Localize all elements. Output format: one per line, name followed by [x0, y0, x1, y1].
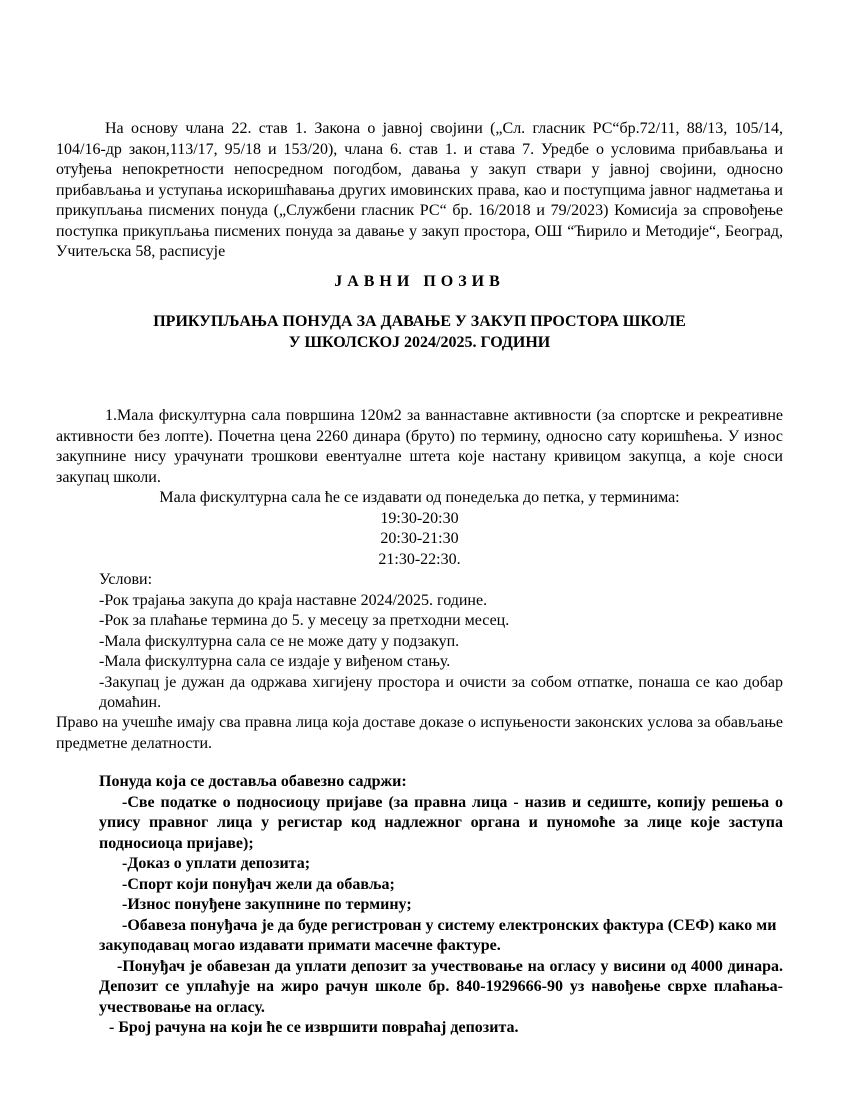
refund-paragraph: - Број рачуна на који ће се извршити повраћај депозита.: [109, 1019, 519, 1036]
deposit-paragraph: -Понуђач је обавезан да уплати депозит за учествовање на огласу у висини од 4000 динара. Депозит се уплаћује на жиро рачун школе бр. 840-1929666-90 уз навођење сврхе плаћања- учествовање на огласу.: [99, 957, 783, 1016]
offer-item: -Износ понуђене закупнине по термину;: [122, 896, 412, 913]
offer-heading: Понуда која се доставља обавезно садржи:: [99, 773, 407, 790]
term-item: 21:30-22:30.: [378, 550, 461, 568]
document-title: ЈАВНИ ПОЗИВ: [334, 273, 505, 290]
condition-item: -Рок за плаћање термина до 5. у месецу за претходни месец.: [99, 612, 510, 629]
subtitle-line-1: ПРИКУПЉАЊА ПОНУДА ЗА ДАВАЊЕ У ЗАКУП ПРОСТОРА ШКОЛЕ: [153, 313, 686, 330]
offer-item: -Обавеза понуђача је да буде регистрован у систему електронских фактура (СЕФ) како ми закуподавац могао издавати примати масечне фактуре.: [99, 916, 777, 954]
item-1-paragraph: 1.Мала фискултурна сала површина 120м2 за ваннаставне активности (за спортске и рекреативне активности без лопте). Почетна цена 2260 динара (бруто) по термину, односно сату коришћења. У износ закупнине нису урачунати трошкови евентуалне штета које настану кривицом закупца, а које сноси закупац школи.: [56, 407, 783, 486]
offer-item: -Спорт који понуђач жели да обавља;: [122, 875, 395, 893]
offer-item: -Доказ о уплати депозита;: [122, 855, 311, 872]
condition-item: -Закупац је дужан да одржава хигијену простора и очисти за собом отпатке, понаша се као добар домаћин.: [99, 673, 783, 711]
item-1-section: [56, 406, 783, 714]
title-section: [56, 272, 783, 293]
subtitle-line-2: У ШКОЛСКОЈ 2024/2025. ГОДИНИ: [288, 333, 551, 351]
term-item: 19:30-20:30: [380, 509, 459, 527]
condition-item: -Мала фискултурна сала се не може дату у подзакуп.: [99, 632, 460, 650]
offer-item: -Све податке о подносиоцу пријаве (за правна лица - назив и седиште, копију решења о упису правног лица у регистар код надлежног органа и пуномоће за лице које заступа подносиоца пријаве);: [99, 793, 783, 852]
conditions-list: [56, 570, 783, 714]
subtitle-section: [56, 312, 783, 353]
schedule-intro: Мала фискултурна сала ће се издавати од понедељка до петка, у терминима:: [159, 489, 680, 506]
condition-item: -Рок трајања закупа до краја наставне 2024/2025. године.: [99, 591, 488, 609]
condition-item: -Мала фискултурна сала се издаје у виђеном стању.: [99, 653, 451, 670]
offer-section: [56, 772, 783, 1039]
conditions-label: Услови:: [99, 571, 153, 588]
eligibility-section: [56, 713, 783, 754]
term-item: 20:30-21:30: [380, 530, 459, 547]
intro-paragraph: На основу члана 22. став 1. Закона о јавној својини („Сл. гласник РС“бр.72/11, 88/13, 105/14, 104/16-др закон,113/17, 95/18 и 153/20), члана 6. став 1. и става 7. Уредбе о условима прибављања и отуђења непокретности непосредном погодбом, давања у закуп ствари у јавној својини, односно прибављања и уступања искоришћавања других имовинских права, као и поступцима јавног надметања и прикупљања писмених понуда („Службени гласник РС“ бр. 16/2018 и 79/2023) Комисија за спровођење поступка прикупљања писмених понуда за давање у закуп простора, ОШ “Ћирило и Методије“, Београд, Учитељска 58, расписује: [56, 120, 783, 260]
intro-section: [56, 119, 783, 263]
offer-list: [56, 772, 783, 1039]
eligibility-paragraph: Право на учешће имају сва правна лица која доставе доказе о испуњености законских услова за обављање предметне делатности.: [56, 714, 783, 752]
